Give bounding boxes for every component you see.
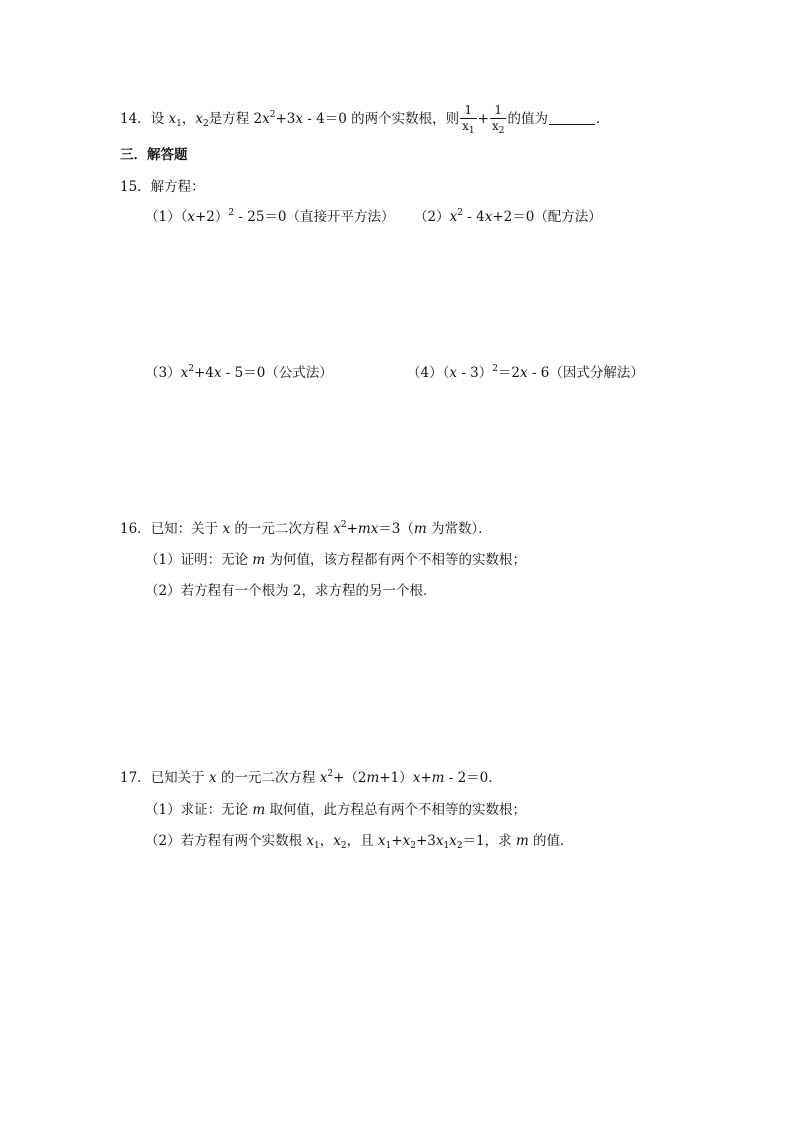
q15-part-1: $(1)(x+2)^2 - 25=0$（直接开平方法） <box>145 208 395 225</box>
q16-sub-1: （1）证明：无论 m 为何值，该方程都有两个不相等的实数根； <box>145 552 526 568</box>
q17-sub-1: （1）求证：无论 m 取何值，此方程总有两个不相等的实数根； <box>145 802 526 818</box>
q15-part-2: $(2)x^2 - 4x+2=0$（配方法） <box>414 208 602 225</box>
question-15: 15．解方程： <box>120 179 205 195</box>
fraction-1-over-x2: $\frac{1}{x_2}$ <box>491 103 505 136</box>
q15-part-4: （4）（x - 3）$^2$＝2x - 6（因式分解法） <box>407 364 644 381</box>
question-number: 14． <box>120 111 151 127</box>
section-title: 三．解答题 <box>120 147 188 163</box>
question-17: 17．已知关于 x 的一元二次方程 $x^2+(2m+1)x+m - 2=0$． <box>120 769 502 786</box>
q16-sub-2: （2）若方程有一个根为 2，求方程的另一个根． <box>145 583 437 599</box>
question-16: 16．已知：关于 x 的一元二次方程 $x^2+mx=3(m$ 为常数）． <box>120 520 492 537</box>
q15-part-3: $(3)x^2+4x - 5=0$（公式法） <box>145 364 333 381</box>
question-14: 14．设 $x_1$，$x_2$是方程 $2x^2+3x - 4=0$ 的两个实数根，则 $\frac{1}{x_1}$ + $\frac{1}{x_2}$ 的值为 ． <box>120 103 610 136</box>
question-number: 17． <box>120 770 151 786</box>
question-number: 16． <box>120 521 151 537</box>
question-number: 15． <box>120 179 151 195</box>
q17-sub-2: （2）若方程有两个实数根 $x_1$，$x_2$，且 $x_1+x_2+3x_1x_2=1$，求 m 的值． <box>145 833 574 851</box>
answer-blank[interactable] <box>549 110 595 125</box>
fraction-1-over-x1: $\frac{1}{x_1}$ <box>462 103 475 136</box>
